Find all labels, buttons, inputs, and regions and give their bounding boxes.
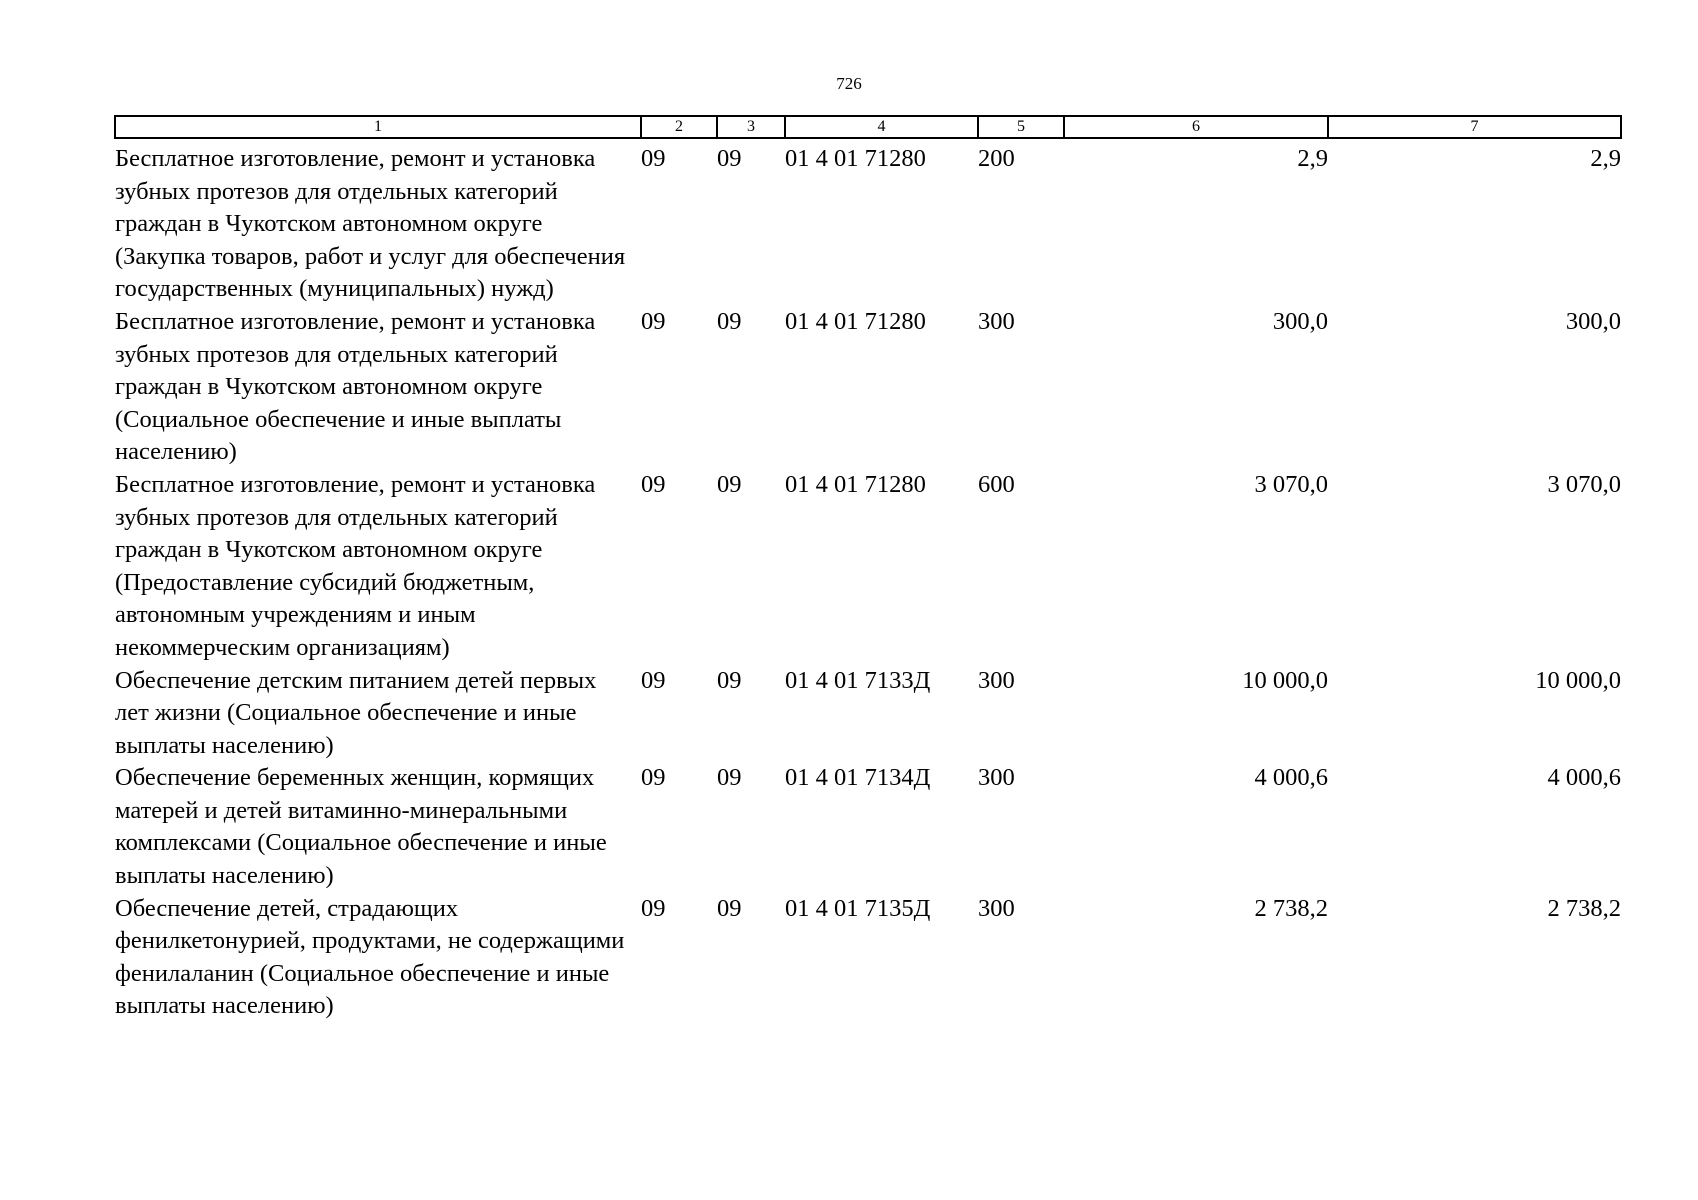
row-amount-1: 2 738,2 xyxy=(1254,894,1328,922)
column-header-1: 1 xyxy=(115,116,641,138)
row-amount-2: 4 000,6 xyxy=(1547,764,1621,792)
row-subsection: 09 xyxy=(717,145,742,172)
table-row xyxy=(115,665,1621,763)
row-amount-2: 10 000,0 xyxy=(1535,666,1621,694)
row-section: 09 xyxy=(641,307,666,335)
row-expense-type: 600 xyxy=(978,470,1015,498)
row-subsection: 09 xyxy=(717,894,742,922)
row-expense-type: 300 xyxy=(978,894,1015,922)
row-amount-1: 2,9 xyxy=(1297,145,1328,172)
row-expense-type: 200 xyxy=(978,145,1015,172)
row-target-article: 01 4 01 71280 xyxy=(785,470,926,498)
row-description: Бесплатное изготовление, ремонт и установка зубных протезов для отдельных категорий граждан в Чукотском автономном округе (Социальное обеспечение и иные выплаты населению) xyxy=(115,307,596,466)
row-target-article: 01 4 01 7135Д xyxy=(785,894,931,922)
column-header-5: 5 xyxy=(978,116,1064,138)
row-amount-1: 10 000,0 xyxy=(1242,666,1328,694)
row-target-article: 01 4 01 71280 xyxy=(785,307,926,335)
table-row xyxy=(115,762,1621,892)
row-section: 09 xyxy=(641,764,666,792)
row-section: 09 xyxy=(641,894,666,922)
row-description: Обеспечение детей, страдающих фенилкетонурией, продуктами, не содержащими фенилаланин (Социальное обеспечение и иные выплаты населению) xyxy=(115,894,625,1020)
row-subsection: 09 xyxy=(717,764,742,792)
row-amount-2: 3 070,0 xyxy=(1547,470,1621,498)
column-header-4: 4 xyxy=(785,116,978,138)
row-amount-2: 300,0 xyxy=(1565,307,1621,335)
row-subsection: 09 xyxy=(717,470,742,498)
row-section: 09 xyxy=(641,666,666,694)
column-header-2: 2 xyxy=(641,116,717,138)
row-section: 09 xyxy=(641,145,666,172)
row-description: Бесплатное изготовление, ремонт и установка зубных протезов для отдельных категорий граждан в Чукотском автономном округе (Закупка товаров, работ и услуг для обеспечения государственных (муниципальных) нужд) xyxy=(115,145,626,303)
row-section: 09 xyxy=(641,470,666,498)
row-amount-2: 2 738,2 xyxy=(1547,894,1621,922)
row-expense-type: 300 xyxy=(978,666,1015,694)
table-row xyxy=(115,138,1621,306)
column-header-6: 6 xyxy=(1064,116,1328,138)
row-subsection: 09 xyxy=(717,307,742,335)
row-description: Обеспечение беременных женщин, кормящих матерей и детей витаминно-минеральными комплексами (Социальное обеспечение и иные выплаты населению) xyxy=(115,764,607,890)
row-amount-1: 4 000,6 xyxy=(1254,764,1328,792)
row-amount-1: 300,0 xyxy=(1272,307,1328,335)
row-target-article: 01 4 01 7133Д xyxy=(785,666,931,694)
row-expense-type: 300 xyxy=(978,307,1015,335)
column-header-7: 7 xyxy=(1328,116,1621,138)
column-header-3: 3 xyxy=(717,116,785,138)
budget-table xyxy=(114,115,1622,1023)
row-subsection: 09 xyxy=(717,666,742,694)
table-row xyxy=(115,306,1621,469)
row-target-article: 01 4 01 7134Д xyxy=(785,764,931,792)
row-target-article: 01 4 01 71280 xyxy=(785,145,926,172)
table-header-row xyxy=(115,116,1621,138)
table-row xyxy=(115,893,1621,1023)
row-description: Бесплатное изготовление, ремонт и установка зубных протезов для отдельных категорий граждан в Чукотском автономном округе (Предоставление субсидий бюджетным, автономным учреждениям и иным некоммерческим организациям) xyxy=(115,470,596,661)
row-amount-1: 3 070,0 xyxy=(1254,470,1328,498)
row-description: Обеспечение детским питанием детей первых лет жизни (Социальное обеспечение и иные выплаты населению) xyxy=(115,666,597,759)
row-expense-type: 300 xyxy=(978,764,1015,792)
row-amount-2: 2,9 xyxy=(1590,145,1621,172)
page-number: 726 xyxy=(836,74,862,93)
table-row xyxy=(115,469,1621,665)
